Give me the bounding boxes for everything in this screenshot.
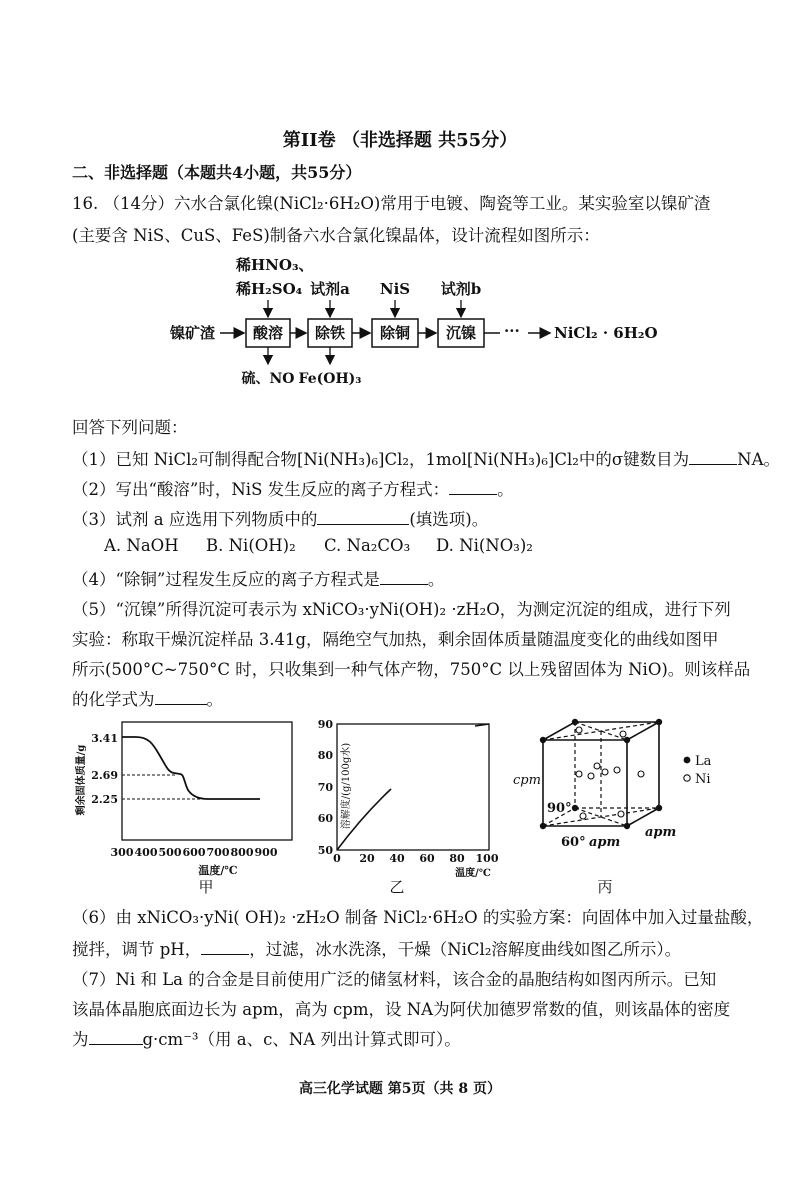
flow-step-iron: 除铁 — [314, 324, 346, 342]
jia-xtick: 900 — [254, 846, 278, 859]
yi-caption: 乙 — [389, 878, 405, 896]
answer-blank-6[interactable] — [201, 940, 249, 955]
yi-ytick: 60 — [317, 812, 333, 825]
bing-legend-la: La — [695, 754, 712, 769]
answer-blank-1[interactable] — [689, 450, 737, 465]
figure-bing-unit-cell — [505, 716, 735, 896]
flow-step-nickel: 沉镍 — [445, 324, 477, 342]
yi-ytick: 90 — [317, 718, 333, 731]
option-b: B. Ni(OH)₂ — [206, 536, 296, 555]
bing-label-90: 90° — [547, 801, 572, 816]
jia-xlabel: 温度/℃ — [198, 864, 238, 877]
jia-ylabel: 剩余固体质量/g — [76, 744, 87, 816]
sub-question-6-line2: 搅拌，调节 pH， ，过滤，冰水洗涤，干燥（NiCl₂溶解度曲线如图乙所示）。 — [72, 940, 682, 959]
sub-question-7-line3: 为 g·cm⁻³（用 a、c、NA 列出计算式即可）。 — [72, 1030, 461, 1049]
sub-question-3: （3）试剂 a 应选用下列物质中的 (填选项)。 — [72, 510, 489, 529]
option-a: A. NaOH — [104, 536, 179, 555]
jia-ytick: 3.41 — [91, 732, 118, 745]
yi-xtick: 40 — [389, 852, 405, 865]
flow-reagent-b: 试剂b — [440, 280, 482, 298]
flow-ellipsis: ··· — [504, 322, 520, 340]
bing-caption: 丙 — [597, 878, 613, 896]
flow-reagent-hno3: 稀HNO₃、 — [236, 256, 314, 274]
bing-label-a2: apm — [645, 825, 677, 840]
q16-intro-line2: (主要含 NiS、CuS、FeS)制备六水合氯化镍晶体，设计流程如图所示： — [72, 226, 600, 245]
section-title: 第II卷 （非选择题 共55分） — [282, 130, 518, 151]
yi-xtick: 100 — [475, 852, 499, 865]
bing-label-c: cpm — [513, 773, 541, 788]
process-flow-diagram — [160, 250, 680, 400]
flow-byproduct-s-no: 硫、NO — [241, 371, 295, 387]
sub-question-5-line2: 实验：称取干燥沉淀样品 3.41g，隔绝空气加热，剩余固体质量随温度变化的曲线如图甲 — [72, 630, 719, 649]
sub-question-5-line4: 的化学式为 。 — [72, 690, 223, 709]
flow-step-copper: 除铜 — [379, 324, 411, 342]
jia-xtick: 700 — [206, 846, 230, 859]
part-heading: 二、非选择题（本题共4小题，共55分） — [72, 163, 362, 182]
jia-xtick: 300 — [110, 846, 134, 859]
jia-xtick: 500 — [158, 846, 182, 859]
yi-xtick: 80 — [449, 852, 465, 865]
sub-question-4: （4）“除铜”过程发生反应的离子方程式是 。 — [72, 570, 445, 589]
flow-byproduct-feoh3: Fe(OH)₃ — [298, 371, 362, 387]
sub-question-1: （1）已知 NiCl₂可制得配合物[Ni(NH₃)₆]Cl₂，1mol[Ni(NH₃)₆]Cl₂中的σ键数目为 NA。 — [72, 450, 781, 469]
jia-ytick: 2.25 — [91, 793, 118, 806]
answer-blank-7[interactable] — [89, 1030, 143, 1045]
yi-ytick: 70 — [317, 781, 333, 794]
sub-question-2: （2）写出“酸溶”时，NiS 发生反应的离子方程式： 。 — [72, 480, 514, 499]
yi-xtick: 0 — [333, 852, 341, 865]
option-c: C. Na₂CO₃ — [324, 536, 411, 555]
q16-intro-line1: 16. （14分）六水合氯化镍(NiCl₂·6H₂O)常用于电镀、陶瓷等工业。某实验室以镍矿渣 — [72, 194, 711, 213]
sub-question-5-line3: 所示(500°C~750°C 时，只收集到一种气体产物，750°C 以上残留固体为 NiO)。则该样品 — [72, 660, 751, 679]
jia-xtick: 800 — [230, 846, 254, 859]
bing-legend-ni: Ni — [695, 772, 711, 787]
yi-ytick: 50 — [317, 844, 333, 857]
jia-xtick: 400 — [134, 846, 158, 859]
jia-mass-curve — [122, 737, 260, 799]
yi-xtick: 20 — [359, 852, 375, 865]
flow-reagent-nis: NiS — [379, 280, 411, 298]
sub-question-7-line2: 该晶体晶胞底面边长为 apm，高为 cpm，设 NA为阿伏加德罗常数的值，则该晶体的密度 — [72, 1000, 731, 1019]
jia-caption: 甲 — [198, 878, 214, 896]
page-footer: 高三化学试题 第5页（共 8 页） — [298, 1081, 502, 1097]
answer-blank-2[interactable] — [449, 480, 497, 495]
answer-blank-5[interactable] — [155, 690, 207, 705]
jia-ytick: 2.69 — [91, 769, 118, 782]
sub-question-5-line1: （5）“沉镍”所得沉淀可表示为 xNiCO₃·yNi(OH)₂ ·zH₂O，为测定沉淀的组成，进行下列 — [72, 600, 731, 619]
answer-prompt: 回答下列问题： — [72, 418, 188, 437]
answer-blank-4[interactable] — [380, 570, 428, 585]
flow-step-acid: 酸溶 — [252, 324, 284, 342]
bing-label-a1: apm — [589, 835, 621, 850]
yi-xlabel: 温度/℃ — [455, 868, 491, 879]
yi-ytick: 80 — [317, 749, 333, 762]
option-d: D. Ni(NO₃)₂ — [436, 536, 533, 555]
answer-blank-3[interactable] — [317, 510, 409, 525]
sub-question-6-line1: （6）由 xNiCO₃·yNi( OH)₂ ·zH₂O 制备 NiCl₂·6H₂O 的实验方案：向固体中加入过量盐酸， — [72, 908, 764, 927]
figure-jia-tga-curve — [70, 716, 300, 896]
jia-xtick: 600 — [182, 846, 206, 859]
sub-question-7-line1: （7）Ni 和 La 的合金是目前使用广泛的储氢材料，该合金的晶胞结构如图丙所示。已知 — [72, 970, 717, 989]
figure-yi-solubility-curve — [305, 716, 505, 896]
yi-xtick: 60 — [419, 852, 435, 865]
flow-reagent-a: 试剂a — [310, 280, 350, 298]
yi-ylabel: 溶解度/(g/100g水) — [341, 742, 352, 830]
legend-la-icon — [684, 757, 691, 764]
legend-ni-icon — [684, 775, 690, 781]
flow-reagent-h2so4: 稀H₂SO₄ — [236, 280, 303, 298]
flow-product: NiCl₂ · 6H₂O — [554, 324, 658, 342]
flow-input: 镍矿渣 — [170, 324, 216, 342]
bing-label-60: 60° — [561, 835, 586, 850]
